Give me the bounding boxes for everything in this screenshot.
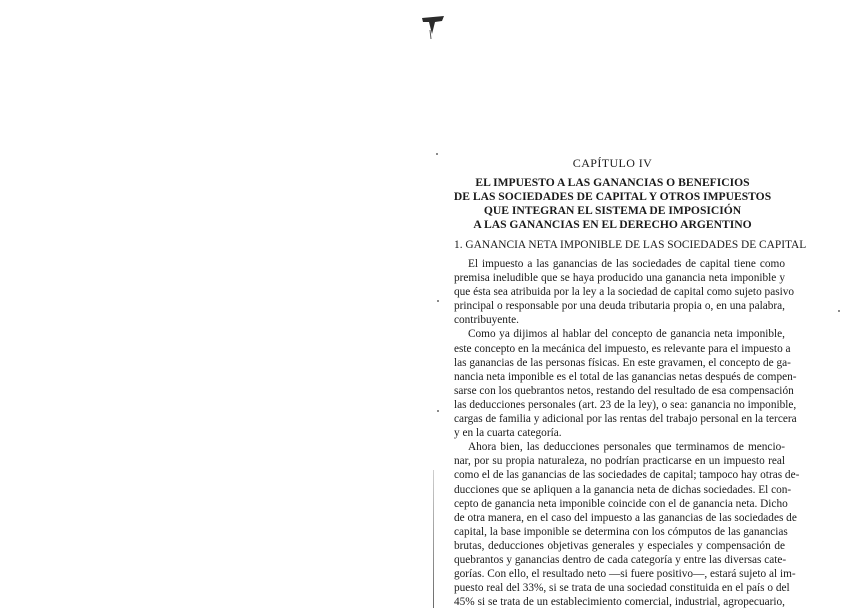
text-line: premisa ineludible que se haya producido una ganancia neta imponible y <box>454 272 785 285</box>
chapter-title-line: A LAS GANANCIAS EN EL DERECHO ARGENTINO <box>473 218 752 231</box>
chapter-title-line: QUE INTEGRAN EL SISTEMA DE IMPOSICIÓN <box>483 204 742 217</box>
scan-speck <box>437 300 439 302</box>
chapter-label: CAPÍTULO IV <box>572 156 653 170</box>
chapter-title-line: DE LAS SOCIEDADES DE CAPITAL Y OTROS IMPUESTOS <box>453 190 772 203</box>
text-line: contribuyente. <box>454 314 519 327</box>
text-line: brutas, deducciones objetivas generales y especiales y compensación de <box>454 539 785 552</box>
text-line: Ahora bien, las deducciones personales que terminamos de mencio- <box>468 441 785 454</box>
text-line: quebrantos y ganancias dentro de cada categoría y entre las diversas cate- <box>454 553 787 566</box>
scan-speck <box>436 153 438 155</box>
scan-speck <box>838 310 840 312</box>
text-line: y en la cuarta categoría. <box>454 427 562 440</box>
text-line: las ganancias de las personas físicas. En este gravamen, el concepto de ga- <box>454 356 791 369</box>
book-gutter <box>433 470 434 608</box>
body-text <box>454 257 800 609</box>
text-line: sarse con los quebrantos netos, restando del resultado de esa compensación <box>454 384 794 397</box>
text-line: como el de las ganancias de las sociedades de capital; tampoco hay otras de- <box>454 469 800 482</box>
text-line: 45% si se trata de un establecimiento comercial, industrial, agropecuario, <box>454 596 785 609</box>
scan-smudge-mark <box>418 12 448 40</box>
text-line: puesto real del 33%, si se trata de una sociedad constituida en el país o del <box>454 582 790 595</box>
text-line: este concepto en la mecánica del impuesto, es relevante para el impuesto a <box>454 342 791 355</box>
text-line: cargas de familia y adicional por las rentas del trabajo personal en la tercera <box>454 413 797 426</box>
text-line: nancia neta imponible es el total de las ganancias netas después de compen- <box>454 370 797 383</box>
text-line: El impuesto a las ganancias de las sociedades de capital tiene como <box>468 258 785 270</box>
text-line: las deducciones personales (art. 23 de la ley), o sea: ganancia no imponible, <box>454 398 797 411</box>
text-line: que ésta sea atribuida por la ley a la sociedad de capital como sujeto pasivo <box>454 286 795 299</box>
scan-speck <box>437 410 439 412</box>
text-line: nar, por su propia naturaleza, no podrían practicarse en un impuesto real <box>454 455 785 468</box>
text-line: capital, la base imponible se determina con los cómputos de las ganancias <box>454 525 788 538</box>
text-line: ducciones que se apliquen a la ganancia neta de dichas sociedades. El con- <box>454 483 792 496</box>
text-line: cepto de ganancia neta imponible coincide con el de ganancia neta. Dicho <box>454 497 788 510</box>
text-line: de otra manera, en el caso del impuesto a las ganancias de las sociedades de <box>454 511 797 524</box>
section-heading: 1. GANANCIA NETA IMPONIBLE DE LAS SOCIEDADES DE CAPITAL <box>454 239 807 251</box>
chapter-title-line: EL IMPUESTO A LAS GANANCIAS O BENEFICIOS <box>475 176 750 189</box>
chapter-title <box>440 176 785 232</box>
text-line: Como ya dijimos al hablar del concepto de ganancia neta imponible, <box>468 328 785 341</box>
text-line: principal o responsable por una deuda tributaria propia o, en una palabra, <box>454 300 785 313</box>
text-line: gorías. Con ello, el resultado neto —si fuere positivo—, estará sujeto al im- <box>454 568 796 581</box>
